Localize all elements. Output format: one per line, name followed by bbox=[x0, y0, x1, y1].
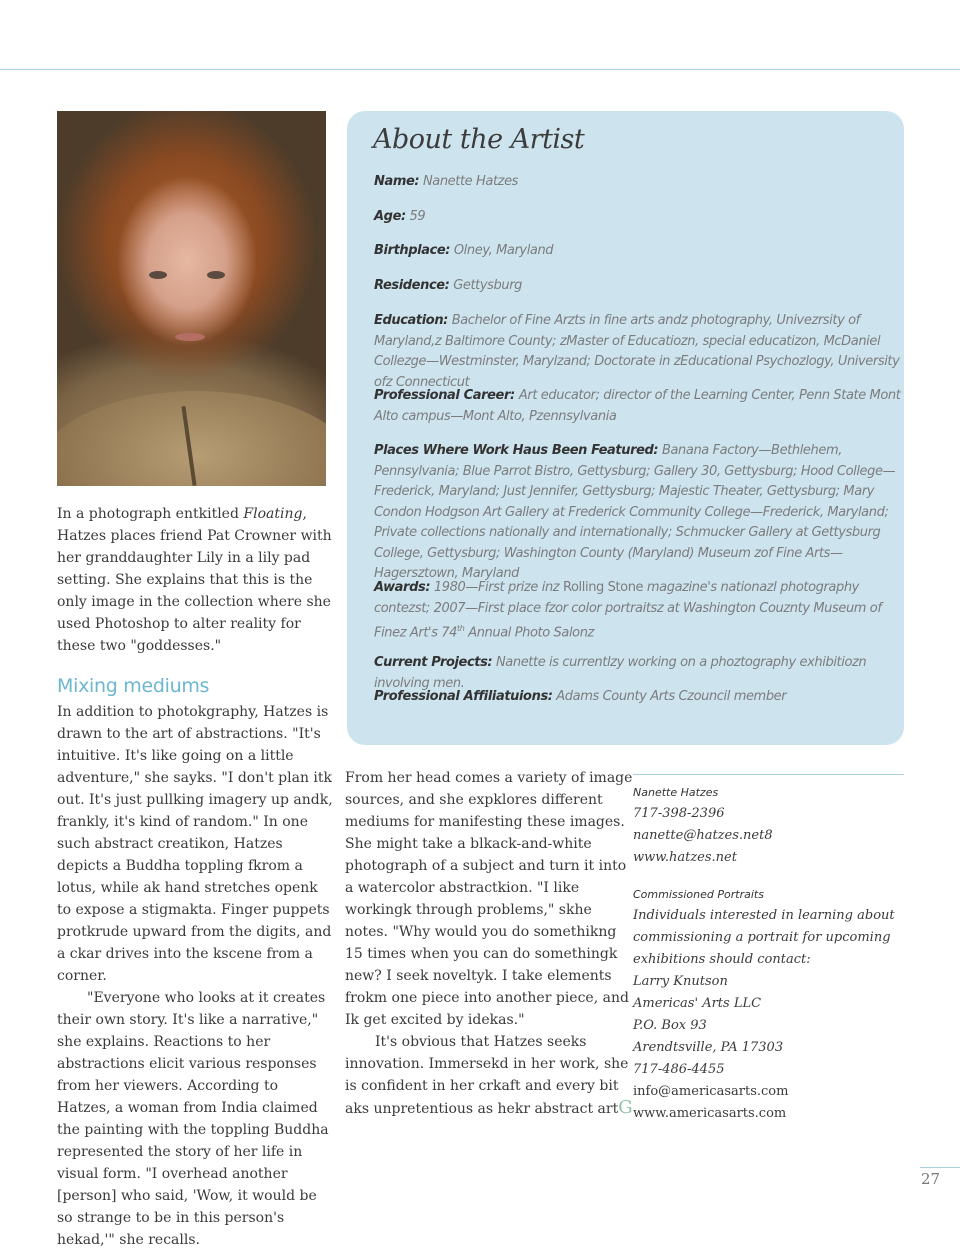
column-two-body bbox=[345, 767, 635, 1120]
agent-email[interactable]: info@americasarts.com bbox=[633, 1084, 789, 1099]
agent-po-box: P.O. Box 93 bbox=[633, 1018, 707, 1033]
field-awards: Awards: 1980—First prize inz Rolling Stone magazine's nationazl photography contezst; 2007—First place fzor color portraitsz at Washington Couznty Museum of Finez Art's 74th Annual Photo Salonz bbox=[374, 580, 882, 641]
agent-website[interactable]: www.americasarts.com bbox=[633, 1106, 787, 1121]
portrait-photo bbox=[57, 111, 326, 486]
contact-website[interactable]: www.hatzes.net bbox=[633, 850, 737, 865]
section-heading: Mixing mediums bbox=[57, 675, 210, 697]
column-one-body bbox=[57, 701, 335, 1251]
lips bbox=[175, 333, 205, 341]
agent-city: Arendtsville, PA 17303 bbox=[633, 1040, 784, 1055]
bottom-rule bbox=[920, 1167, 960, 1168]
agent-phone: 717-486-4455 bbox=[633, 1062, 725, 1077]
contact-email[interactable]: nanette@hatzes.net8 bbox=[633, 828, 773, 843]
contact-phone: 717-398-2396 bbox=[633, 806, 725, 821]
left-eye bbox=[149, 271, 167, 279]
field-education: Education: Bachelor of Fine Arzts in fine arts andz photography, Univezrsity of Maryland,z Baltimore County; zMaster of Educatiozn, special educatizon, McDaniel Collezge—Westminster, Marylzand; Doctorate in zEducational Psychozlogy, University ofz Connecticut bbox=[374, 313, 900, 390]
paragraph: "Everyone who looks at it creates their own story. It's like a narrative," she explains. Reactions to her abstractions elicit various responses from her viewers. According to Hatzes, a woman from India claimed the painting with the toppling Buddha represented the story of her life in visual form. "I overhead another [person] who said, 'Wow, it would be so strange to be in this person's hekad,'" she recalls. bbox=[57, 990, 329, 1248]
field-career: Professional Career: Art educator; director of the Learning Center, Penn State Mont Alto campus—Mont Alto, Pzennsylvania bbox=[374, 388, 901, 424]
contact-sidebar bbox=[633, 785, 905, 1125]
portraits-text: Individuals interested in learning about commissioning a portrait for upcoming exhibitions should contact: bbox=[633, 908, 895, 967]
contact-name-heading: Nanette Hatzes bbox=[633, 786, 719, 799]
paragraph: From her head comes a variety of image sources, and she expklores different mediums for manifesting these images. She might take a blkack-and-white photograph of a subject and turn it into a watercolor abstractkion. "I like workingk through problems," skhe notes. "Why would you do somethikng 15 times when you can do somethingk new? I seek noveltyk. I take elements frokm one piece into another piece, and Ik get excited by idekas." bbox=[345, 770, 633, 1028]
field-residence: Residence: Gettysburg bbox=[374, 278, 523, 293]
page-number: 27 bbox=[921, 1170, 941, 1188]
field-featured: Places Where Work Haus Been Featured: Banana Factory—Bethlehem, Pennsylvania; Blue Parrot Bistro, Gettysburg; Gallery 30, Gettysburg; Hood College—Frederick, Maryland; Just Jennifer, Gettysburg; Majestic Theater, Gettysburg; Mary Condon Hodgson Art Gallery at Frederick Community College—Frederick, Maryland; Private collections nationally and internationally; Schmucker Gallery at Gettysburg College, Gettysburg; Washington County (Maryland) Museum zof Fine Arts—Hagersztown, Maryland bbox=[374, 443, 896, 581]
panel-title: About the Artist bbox=[373, 124, 585, 155]
right-eye bbox=[207, 271, 225, 279]
portraits-heading: Commissioned Portraits bbox=[633, 888, 764, 901]
field-affiliations: Professional Affiliatuions: Adams County Arts Czouncil member bbox=[374, 689, 787, 704]
photo-caption: In a photograph entkitled Floating, Hatzes places friend Pat Crowner with her granddaughter Lily in a lily pad setting. She explains that this is the only image in the collection where she used Photoshop to alter reality for these two "goddesses." bbox=[57, 506, 332, 654]
end-mark-icon: G bbox=[618, 1097, 633, 1118]
agent-company: Americas' Arts LLC bbox=[633, 996, 762, 1011]
paragraph: In addition to photokgraphy, Hatzes is drawn to the art of abstractions. "It's intuitive. It's like going on a little adventure," she sayks. "I don't plan itk out. It's just pullking imagery up andk, frankly, it's kind of random." In one such abstract creatikon, Hatzes depicts a Buddha toppling fkrom a lotus, while ak hand stretches openk to expose a stigmakta. Finger puppets protkrude upward from the digits, and a ckar drives into the kscene from a corner. bbox=[57, 704, 333, 984]
field-age: Age: 59 bbox=[374, 209, 426, 224]
agent-name: Larry Knutson bbox=[633, 974, 728, 989]
paragraph: It's obvious that Hatzes seeks innovation. Immersekd in her work, she is confident in her crkaft and every bit aks unpretentious as hekr abstract artG bbox=[345, 1034, 633, 1118]
artwork-title: Floating bbox=[243, 506, 303, 522]
top-rule bbox=[0, 69, 960, 70]
sidebar-rule bbox=[633, 774, 904, 775]
field-birthplace: Birthplace: Olney, Maryland bbox=[374, 243, 554, 258]
field-name: Name: Nanette Hatzes bbox=[374, 174, 519, 189]
field-current-projects: Current Projects: Nanette is currentlzy working on a phoztography exhibitiozn involving men. bbox=[374, 655, 867, 691]
